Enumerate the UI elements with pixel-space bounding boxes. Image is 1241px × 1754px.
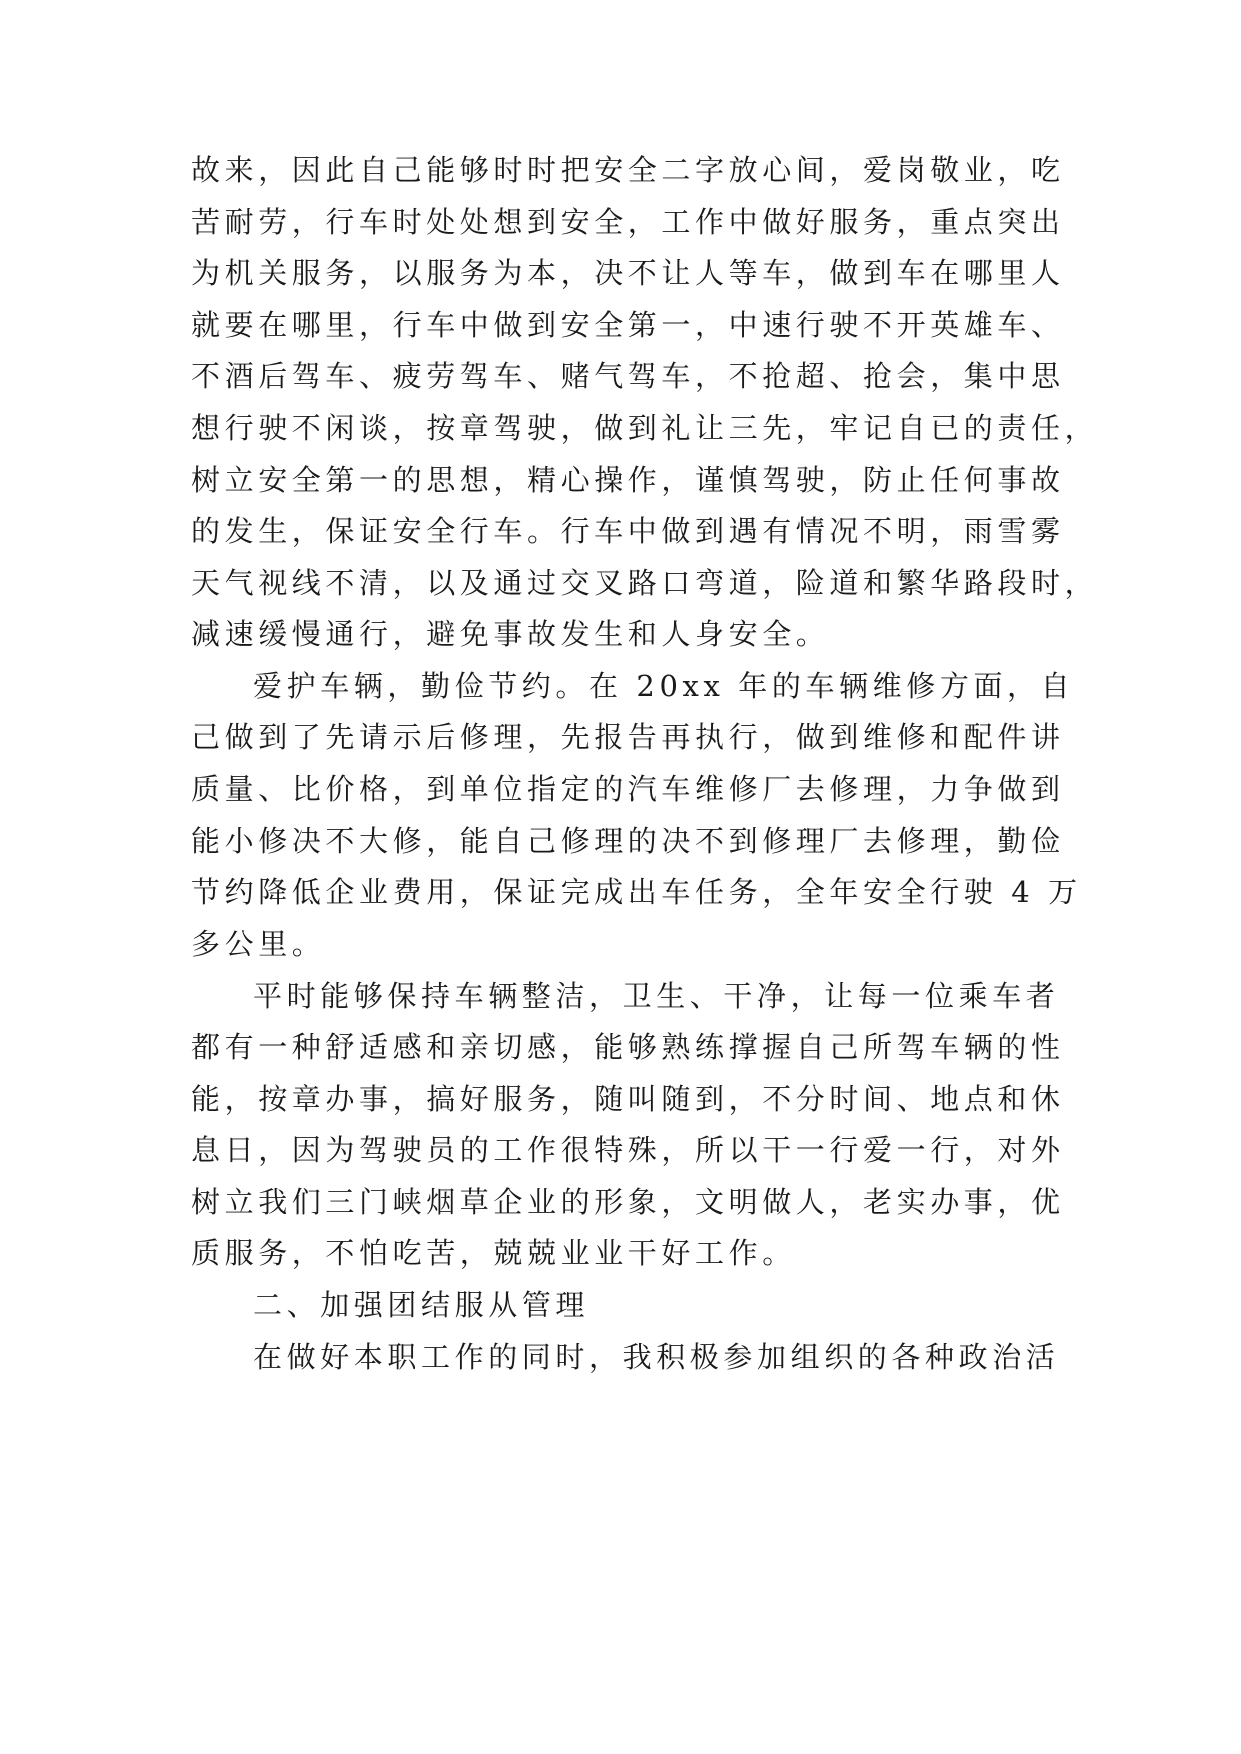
paragraph-first-line: 在做好本职工作的同时，我积极参加组织的各种政治活 [253,1340,1060,1374]
section-heading: 二、加强团结服从管理 [253,1288,590,1322]
text-line: 质量、比价格，到单位指定的汽车维修厂去修理，力争做到 [191,772,1065,806]
text-line: 能，按章办事，搞好服务，随叫随到，不分时间、地点和休 [191,1082,1065,1116]
text-line: 己做到了先请示后修理，先报告再执行，做到维修和配件讲 [191,720,1065,754]
text-line: 息日，因为驾驶员的工作很特殊，所以干一行爱一行，对外 [191,1133,1065,1167]
text-line: 故来，因此自己能够时时把安全二字放心间，爱岗敬业，吃 [191,153,1065,187]
text-line: 为机关服务，以服务为本，决不让人等车，做到车在哪里人 [191,256,1065,290]
paragraph-first-line: 平时能够保持车辆整洁，卫生、干净，让每一位乘车者 [253,979,1060,1013]
paragraph-first-line: 爱护车辆，勤俭节约。在 20xx 年的车辆维修方面，自 [253,669,1075,703]
text-line: 的发生，保证安全行车。行车中做到遇有情况不明，雨雪雾 [191,514,1065,548]
text-line: 树立安全第一的思想，精心操作，谨慎驾驶，防止任何事故 [191,463,1065,497]
text-line: 树立我们三门峡烟草企业的形象，文明做人，老实办事，优 [191,1185,1065,1219]
text-line: 不酒后驾车、疲劳驾车、赌气驾车，不抢超、抢会，集中思 [191,359,1065,393]
text-line: 苦耐劳，行车时处处想到安全，工作中做好服务，重点突出 [191,205,1065,239]
text-line: 节约降低企业费用，保证完成出车任务，全年安全行驶 4 万 [191,875,1082,909]
text-line: 就要在哪里，行车中做到安全第一，中速行驶不开英雄车、 [191,308,1065,342]
text-line: 想行驶不闲谈，按章驾驶，做到礼让三先，牢记自已的责任， [191,411,1099,445]
text-line: 质服务，不怕吃苦，兢兢业业干好工作。 [191,1236,796,1270]
text-line: 能小修决不大修，能自己修理的决不到修理厂去修理，勤俭 [191,824,1065,858]
text-line: 多公里。 [191,927,326,961]
text-line: 都有一种舒适感和亲切感，能够熟练撑握自己所驾车辆的性 [191,1030,1065,1064]
text-line: 减速缓慢通行，避免事故发生和人身安全。 [191,617,830,651]
text-line: 天气视线不清，以及通过交叉路口弯道，险道和繁华路段时， [191,566,1099,600]
